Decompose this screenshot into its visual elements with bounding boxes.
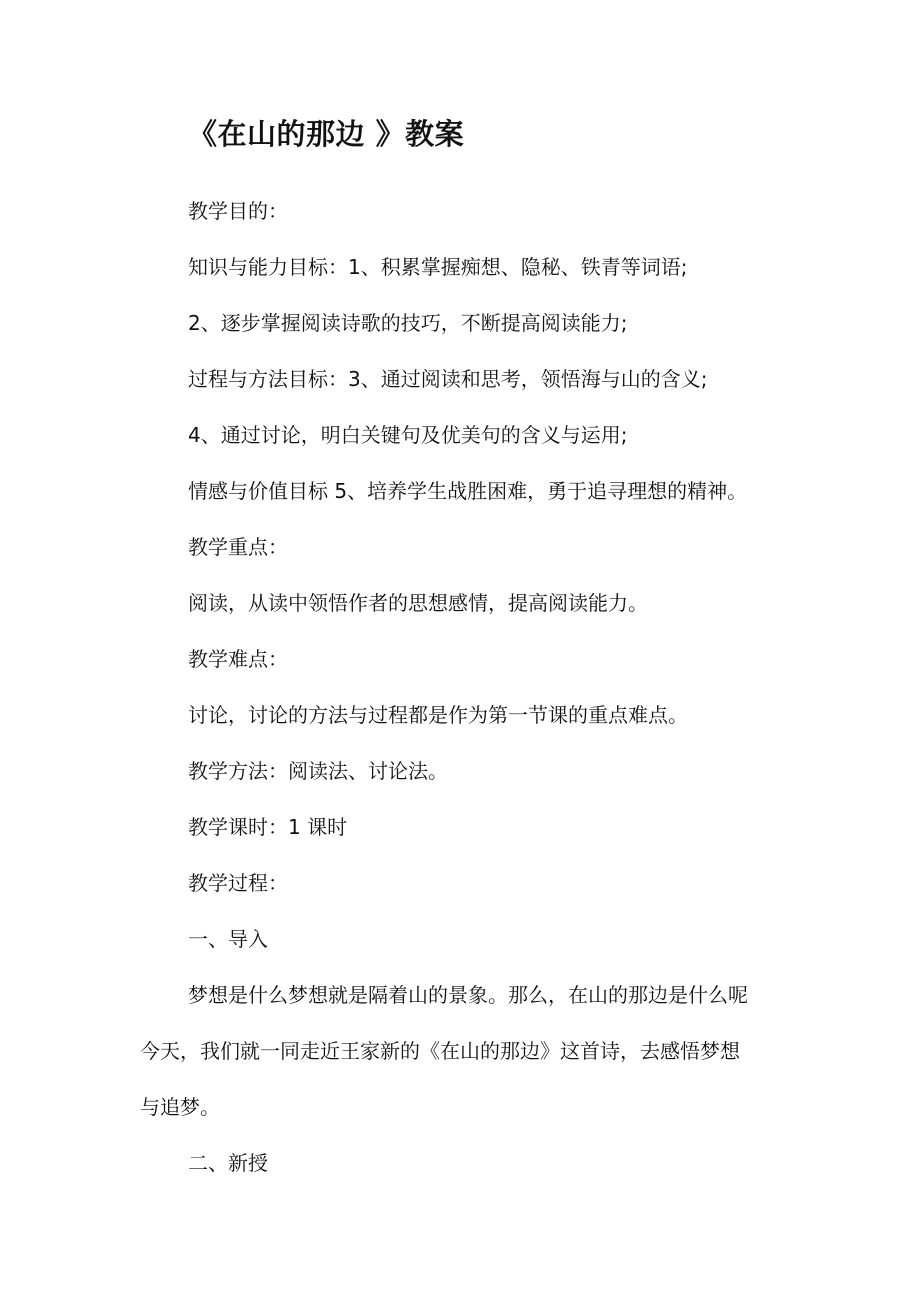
section-heading-key-points: 教学重点： bbox=[188, 535, 288, 559]
class-hours: 教学课时：1 课时 bbox=[188, 815, 348, 839]
section-heading-objectives: 教学目的： bbox=[188, 199, 288, 223]
objective-knowledge-1: 知识与能力目标：1、积累掌握痴想、隐秘、铁青等词语; bbox=[188, 255, 688, 279]
introduction-paragraph-line-1: 梦想是什么梦想就是隔着山的景象。那么，在山的那边是什么呢 bbox=[188, 983, 748, 1007]
introduction-paragraph-line-2: 今天，我们就一同走近王家新的《在山的那边》这首诗，去感悟梦想 bbox=[140, 1039, 740, 1063]
section-heading-process: 教学过程： bbox=[188, 871, 288, 895]
teaching-methods: 教学方法：阅读法、讨论法。 bbox=[188, 759, 448, 783]
subsection-introduction: 一、导入 bbox=[188, 927, 268, 951]
objective-emotion-5: 情感与价值目标 5、培养学生战胜困难，勇于追寻理想的精神。 bbox=[188, 479, 748, 503]
difficulties-text: 讨论，讨论的方法与过程都是作为第一节课的重点难点。 bbox=[188, 703, 688, 727]
objective-process-3: 过程与方法目标：3、通过阅读和思考，领悟海与山的含义; bbox=[188, 367, 708, 391]
key-points-text: 阅读，从读中领悟作者的思想感情，提高阅读能力。 bbox=[188, 591, 648, 615]
document-title: 《在山的那边 》教案 bbox=[188, 117, 465, 151]
introduction-paragraph-line-3: 与追梦。 bbox=[140, 1095, 220, 1119]
subsection-new-lesson: 二、新授 bbox=[188, 1151, 268, 1175]
objective-process-4: 4、通过讨论，明白关键句及优美句的含义与运用; bbox=[188, 423, 628, 447]
objective-knowledge-2: 2、逐步掌握阅读诗歌的技巧，不断提高阅读能力; bbox=[188, 311, 628, 335]
section-heading-difficulties: 教学难点： bbox=[188, 647, 288, 671]
